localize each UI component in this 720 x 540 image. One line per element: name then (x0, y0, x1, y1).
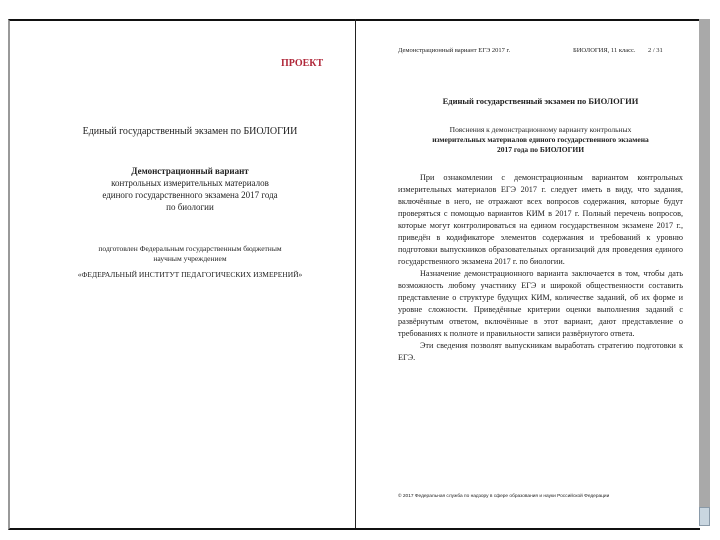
body-text (398, 172, 683, 364)
prepared-by: научным учреждением (153, 254, 227, 263)
prepared-by: подготовлен Федеральным государственным бюджетным (98, 244, 282, 253)
header-right: БИОЛОГИЯ, 11 класс. (573, 47, 636, 54)
draft-stamp: ПРОЕКТ (281, 58, 324, 69)
explanation-line: измерительных материалов единого государственного экзамена (432, 135, 649, 144)
header-left: Демонстрационный вариант ЕГЭ 2017 г. (398, 47, 511, 54)
paragraph: При ознакомлении с демонстрационным вариантом контрольных измерительных материалов ЕГЭ 2017 г. следует иметь в виду, что задания, включённые в него, не отражают всех вопросов содержания, которые будут проверяться с помощью вариантов КИМ в 2017 г. Полный перечень вопросов, которые могут контролироваться на едином государственном экзамене 2017 г., приведён в кодификаторе элементов содержания и требований к уровню подготовки выпускников образовательных организаций для проведения единого государственного экзамена 2017 г. по биологии. (398, 173, 683, 266)
vertical-scrollbar[interactable] (699, 19, 710, 507)
page-divider (355, 19, 356, 528)
copyright-footer: © 2017 Федеральная служба по надзору в сфере образования и науки Российской Федерации (398, 494, 610, 499)
page-number: 2 / 31 (648, 47, 663, 54)
paragraph: Назначение демонстрационного варианта заключается в том, чтобы дать возможность любому участнику ЕГЭ и широкой общественности составить представление о структуре будущих КИМ, количестве заданий, об их форме и уровне сложности. Приведённые критерии оценки выполнения заданий с развёрнутым ответом, включённые в этот вариант, дают представление о требованиях к полноте и правильности записи развёрнутого ответа. (398, 269, 683, 338)
page-title: Единый государственный экзамен по БИОЛОГИИ (442, 96, 639, 106)
subtitle-line: по биологии (166, 202, 214, 212)
page-title: Единый государственный экзамен по БИОЛОГИИ (82, 126, 298, 137)
subtitle-line: контрольных измерительных материалов (111, 178, 269, 188)
subtitle-line: единого государственного экзамена 2017 года (102, 190, 278, 200)
subtitle-bold: Демонстрационный вариант (131, 166, 249, 176)
scroll-corner-button[interactable] (699, 507, 710, 526)
paragraph: Эти сведения позволят выпускникам выработать стратегию подготовки к ЕГЭ. (398, 341, 683, 362)
explanation-line: 2017 года по БИОЛОГИИ (496, 145, 585, 154)
explanation-line: Пояснения к демонстрационному варианту контрольных (449, 125, 632, 134)
institute-name: «ФЕДЕРАЛЬНЫЙ ИНСТИТУТ ПЕДАГОГИЧЕСКИХ ИЗМЕРЕНИЙ» (77, 270, 303, 279)
